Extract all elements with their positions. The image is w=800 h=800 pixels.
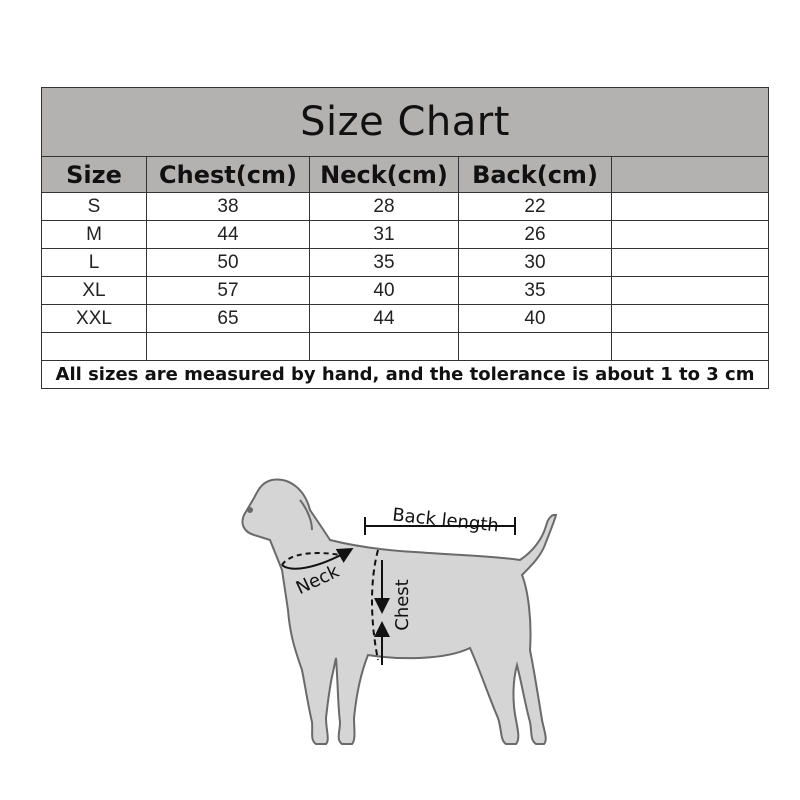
table-row — [42, 277, 769, 305]
header-empty — [612, 157, 769, 193]
empty-cell — [612, 305, 769, 333]
size-chart-table — [41, 87, 769, 389]
header-neck: Neck(cm) — [310, 157, 459, 193]
measurement-note: All sizes are measured by hand, and the tolerance is about 1 to 3 cm — [42, 361, 769, 389]
table-row-empty — [42, 333, 769, 361]
back-cell: 26 — [459, 221, 612, 249]
empty-cell — [42, 333, 147, 361]
size-cell: L — [42, 249, 147, 277]
neck-cell: 35 — [310, 249, 459, 277]
empty-cell — [612, 277, 769, 305]
back-cell: 22 — [459, 193, 612, 221]
table-row — [42, 221, 769, 249]
neck-cell: 44 — [310, 305, 459, 333]
size-cell: S — [42, 193, 147, 221]
empty-cell — [310, 333, 459, 361]
size-cell: XL — [42, 277, 147, 305]
size-cell: XXL — [42, 305, 147, 333]
size-cell: M — [42, 221, 147, 249]
chest-cell: 50 — [147, 249, 310, 277]
neck-cell: 31 — [310, 221, 459, 249]
back-cell: 40 — [459, 305, 612, 333]
chest-cell: 38 — [147, 193, 310, 221]
table-row — [42, 249, 769, 277]
chest-cell: 65 — [147, 305, 310, 333]
table-row — [42, 305, 769, 333]
neck-label: Neck — [292, 561, 343, 600]
nose-dot — [247, 507, 253, 513]
dog-measurement-diagram — [230, 460, 570, 760]
empty-cell — [147, 333, 310, 361]
empty-cell — [459, 333, 612, 361]
header-back: Back(cm) — [459, 157, 612, 193]
back-cell: 30 — [459, 249, 612, 277]
chest-cell: 44 — [147, 221, 310, 249]
chest-cell: 57 — [147, 277, 310, 305]
header-row — [42, 157, 769, 193]
neck-cell: 40 — [310, 277, 459, 305]
empty-cell — [612, 249, 769, 277]
empty-cell — [612, 193, 769, 221]
neck-cell: 28 — [310, 193, 459, 221]
back-length-label: Back length — [391, 504, 500, 537]
empty-cell — [612, 221, 769, 249]
header-chest: Chest(cm) — [147, 157, 310, 193]
empty-cell — [612, 333, 769, 361]
chest-label: Chest — [392, 579, 413, 631]
size-chart-title: Size Chart — [42, 88, 769, 157]
header-size: Size — [42, 157, 147, 193]
table-row — [42, 193, 769, 221]
back-cell: 35 — [459, 277, 612, 305]
